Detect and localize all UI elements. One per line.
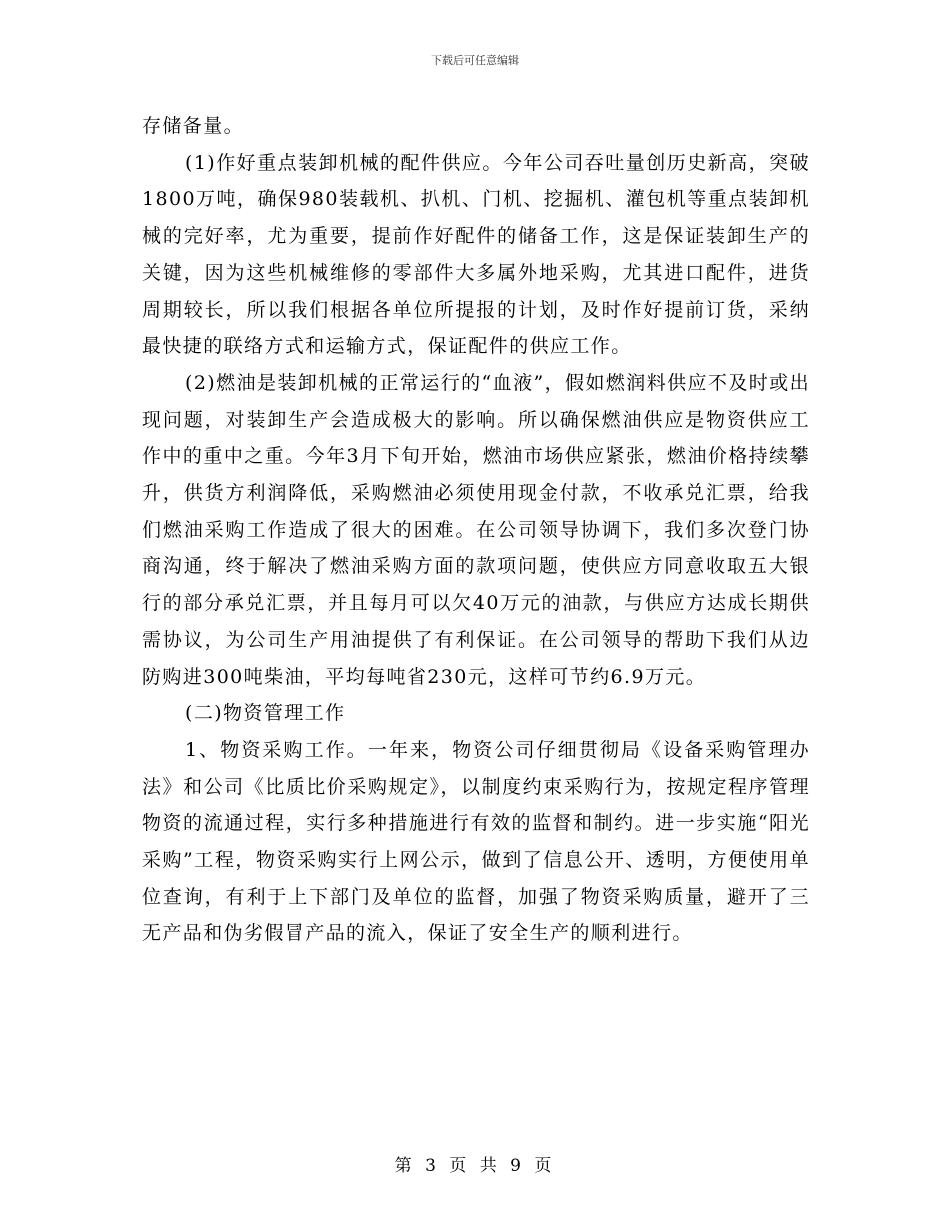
document-body <box>142 108 810 952</box>
paragraph-continuation: 存储备量。 <box>142 115 245 137</box>
paragraph-procurement-work: 1、物资采购工作。一年来，物资公司仔细贯彻局《设备采购管理办法》和公司《比质比价采购规定》，以制度约束采购行为，按规定程序管理物资的流通过程，实行多种措施进行有效的监督和制约。进一步实施“阳光采购”工程，物资采购实行上网公示，做到了信息公开、透明，方便使用单位查询，有利于上下部门及单位的监督，加强了物资采购质量，避开了三无产品和伪劣假冒产品的流入，保证了安全生产的顺利进行。 <box>142 738 810 945</box>
section-heading-materials-management: (二)物资管理工作 <box>185 702 346 725</box>
page-number: 第 3 页 共 9 页 <box>394 1156 556 1176</box>
paragraph-parts-supply: (1)作好重点装卸机械的配件供应。今年公司吞吐量创历史新高，突破1800万吨，确保980装载机、扒机、门机、挖掘机、灌包机等重点装卸机械的完好率，尤为重要，提前作好配件的储备工作，这是保证装卸生产的关键，因为这些机械维修的零部件大多属外地采购，尤其进口配件，进货周期较长，所以我们根据各单位所提报的计划，及时作好提前订货，采纳最快捷的联络方式和运输方式，保证配件的供应工作。 <box>142 151 810 358</box>
paragraph-fuel-supply: (2)燃油是装卸机械的正常运行的“血液”，假如燃润料供应不及时或出现问题，对装卸生产会造成极大的影响。所以确保燃油供应是物资供应工作中的重中之重。今年3月下旬开始，燃油市场供应紧张，燃油价格持续攀升，供货方利润降低，采购燃油必须使用现金付款，不收承兑汇票，给我们燃油采购工作造成了很大的困难。在公司领导协调下，我们多次登门协商沟通，终于解决了燃油采购方面的款项问题，使供应方同意收取五大银行的部分承兑汇票，并且每月可以欠40万元的油款，与供应方达成长期供需协议，为公司生产用油提供了有利保证。在公司领导的帮助下我们从边防购进300吨柴油，平均每吨省230元，这样可节约6.9万元。 <box>142 371 810 688</box>
page-header-note: 下载后可任意编辑 <box>431 54 519 67</box>
